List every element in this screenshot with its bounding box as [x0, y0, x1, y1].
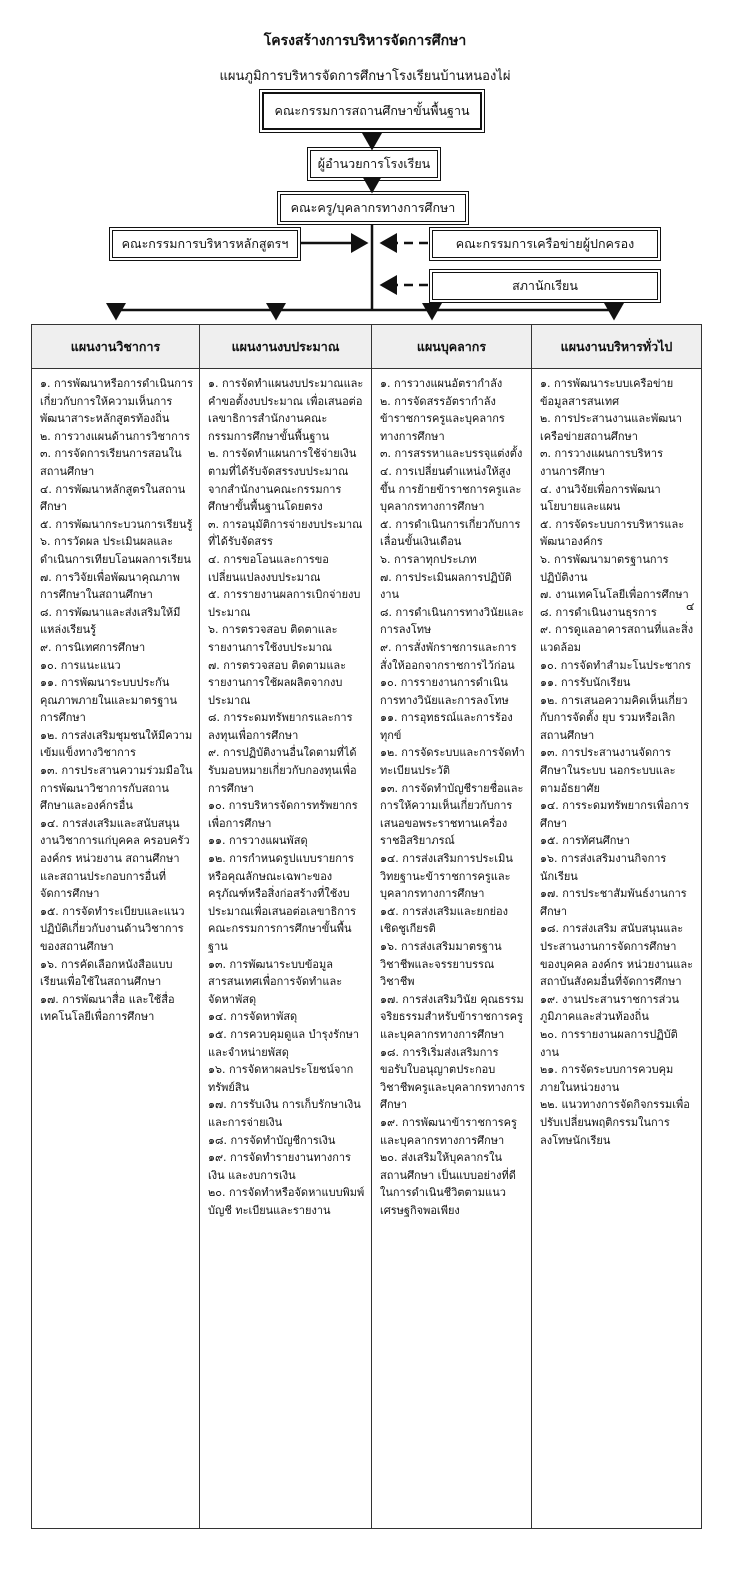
list-item: ๕. การรายงานผลการเบิกจ่ายงบประมาณ: [208, 588, 361, 619]
list-item: ๒. การวางแผนด้านการวิชาการ: [40, 429, 190, 443]
list-item: ๓. การวางแผนการบริหารงานการศึกษา: [540, 447, 664, 478]
student-council-box: สภานักเรียน: [432, 272, 658, 300]
list-item: ๔. งานวิจัยเพื่อการพัฒนานโยบายและแผน: [540, 482, 661, 514]
work-plan-table: [31, 324, 702, 1529]
list-item: ๙. การนิเทศการศึกษา: [40, 640, 146, 654]
list-item: ๑๙. งานประสานราชการส่วนภูมิภาคและส่วนท้องถิ่น: [540, 992, 680, 1024]
list-item: ๑. การพัฒนาหรือการดำเนินการเกี่ยวกับการให้ความเห็นการพัฒนาสาระหลักสูตรท้องถิ่น: [40, 377, 193, 426]
list-item: ๑๔. การส่งเสริมการประเมินวิทยฐานะข้าราชการครูและบุคลากรทางการศึกษา: [380, 852, 513, 901]
list-item: ๑๔. การระดมทรัพยากรเพื่อการศึกษา: [540, 799, 690, 830]
list-item: ๑๕. การส่งเสริมและยกย่องเชิดชูเกียรติ: [380, 904, 509, 936]
list-item: ๕. การพัฒนากระบวนการเรียนรู้: [40, 517, 193, 531]
column-header: แผนงานวิชาการ: [32, 325, 199, 369]
list-item: ๑๘. การริเริ่มส่งเสริมการขอรับใบอนุญาตประกอบวิชาชีพครูและบุคลากรทางการศึกษา: [380, 1045, 525, 1112]
list-item: ๕. การดำเนินการเกี่ยวกับการเลื่อนขั้นเงินเดือน: [380, 517, 521, 549]
list-item: ๑. การวางแผนอัตรากำลัง: [380, 377, 503, 390]
list-item: ๒. การจัดสรรอัตรากำลังข้าราชการครูและบุคลากรทางการศึกษา: [380, 394, 505, 443]
list-item: ๘. การดำเนินการทางวินัยและการลงโทษ: [380, 605, 524, 637]
column-header: แผนงานงบประมาณ: [200, 325, 371, 369]
list-item: ๖. การลาทุกประเภท: [380, 552, 477, 566]
list-item: ๑๖. การส่งเสริมงานกิจการนักเรียน: [540, 852, 667, 883]
column-header: แผนบุคลากร: [372, 325, 531, 369]
list-item: ๑๑. การอุทธรณ์และการร้องทุกข์: [380, 711, 513, 742]
list-item: ๑๘. การจัดทำบัญชีการเงิน: [208, 1133, 336, 1147]
list-item: ๖. การพัฒนามาตรฐานการปฏิบัติงาน: [540, 552, 669, 584]
page-title: โครงสร้างการบริหารจัดการศึกษา: [263, 33, 467, 49]
list-item: ๔. การพัฒนาหลักสูตรในสถานศึกษา: [40, 482, 186, 514]
list-item: ๑. การจัดทำแผนงบประมาณและคำขอตั้งงบประมาณ เพื่อเสนอต่อเลขาธิการสำนักงานคณะกรรมการศึกษาขั้นพื้นฐาน: [208, 377, 364, 443]
list-item: ๑๙. การพัฒนาข้าราชการครูและบุคลากรทางการศึกษา: [380, 1115, 517, 1147]
list-item: ๓. การจัดการเรียนการสอนในสถานศึกษา: [40, 447, 182, 478]
list-item: ๒๐. การรายงานผลการปฏิบัติงาน: [540, 1027, 678, 1059]
list-item: ๑๑. การรับนักเรียน: [540, 676, 631, 690]
list-item: ๑๘. การส่งเสริม สนับสนุนและประสานงานการจัดการศึกษา ของบุคคล องค์กร หน่วยงานและสถาบันสังคมอื่นที่จัดการศึกษา: [540, 922, 694, 989]
list-item: ๑๒. การเสนอความคิดเห็นเกี่ยวกับการจัดตั้ง ยุบ รวมหรือเลิกสถานศึกษา: [540, 693, 688, 742]
personnel-column: [372, 325, 532, 1528]
list-item: ๑๖. การจัดหาผลประโยชน์จากทรัพย์สิน: [208, 1063, 354, 1094]
list-item: ๔. การเปลี่ยนตำแหน่งให้สูงขึ้น การย้ายข้าราชการครูและบุคลากรทางการศึกษา: [380, 464, 522, 514]
list-item: ๒๐. การจัดทำหรือจัดหาแบบพิมพ์บัญชี ทะเบียนและรายงาน: [208, 1186, 365, 1217]
list-item: ๕. การจัดระบบการบริหารและพัฒนาองค์กร: [540, 517, 685, 549]
list-item: ๖. การวัดผล ประเมินผลและดำเนินการเทียบโอนผลการเรียน: [40, 535, 191, 566]
list-item: ๒. การประสานงานและพัฒนาเครือข่ายสถานศึกษา: [540, 412, 682, 443]
budget-column: [200, 325, 372, 1528]
column-items: [532, 369, 701, 1149]
list-item: ๙. การปฏิบัติงานอื่นใดตามที่ได้รับมอบหมายเกี่ยวกับกองทุนเพื่อการศึกษา: [208, 746, 357, 795]
list-item: ๑๓. การประสานงานจัดการศึกษาในระบบ นอกระบบและตามอัธยาศัย: [540, 746, 676, 795]
list-item: ๗. งานเทคโนโลยีเพื่อการศึกษา: [540, 588, 689, 602]
list-item: ๑๗. การพัฒนาสื่อ และใช้สื่อเทคโนโลยีเพื่อการศึกษา: [40, 992, 175, 1024]
list-item: ๑๖. การส่งเสริมมาตรฐานวิชาชีพและจรรยาบรรณวิชาชีพ: [380, 940, 502, 989]
column-items: [372, 369, 531, 1220]
list-item: ๑๗. การส่งเสริมวินัย คุณธรรมจริยธรรมสำหรับข้าราชการครูและบุคลากรทางการศึกษา: [380, 992, 524, 1041]
list-item: ๑๓. การพัฒนาระบบข้อมูลสารสนเทศเพื่อการจัดทำและจัดหาพัสดุ: [208, 957, 343, 1006]
list-item: ๖. การตรวจสอบ ติดตาและรายงานการใช้งบประมาณ: [208, 623, 338, 654]
list-item: ๑๑. การวางแผนพัสดุ: [208, 834, 308, 848]
list-item: ๑๗. การรับเงิน การเก็บรักษาเงิน และการจ่ายเงิน: [208, 1098, 361, 1129]
list-item: ๑๕. การควบคุมดูแล บำรุงรักษาและจำหน่ายพัสดุ: [208, 1027, 360, 1059]
list-item: ๙. การดูแลอาคารสถานที่และสิ่งแวดล้อม: [540, 623, 694, 654]
list-item: ๗. การตรวจสอบ ติดตามและรายงานการใช้ผลผลิตจากงบประมาณ: [208, 658, 347, 707]
list-item: ๑๑. การพัฒนาระบบประกันคุณภาพภายในและมาตรฐานการศึกษา: [40, 676, 177, 725]
list-item: ๑๐. การแนะแนว: [40, 658, 121, 672]
list-item: ๓. การอนุมัติการจ่ายงบประมาณที่ได้รับจัดสรร: [208, 517, 363, 549]
list-item: ๘. การระดมทรัพยากรและการลงทุนเพื่อการศึกษา: [208, 711, 353, 742]
list-item: ๘. การพัฒนาและส่งเสริมให้มีแหล่งเรียนรู้: [40, 605, 181, 637]
list-item: ๑๒. การกำหนดรูปแบบรายการ หรือคุณลักษณะเฉพาะของครุภัณฑ์หรือสิ่งก่อสร้างที่ใช้งบประมาณเพื่อเสนอต่อเลขาธิการคณะกรรมการการศึกษาขั้นพื้นฐาน: [208, 852, 357, 953]
list-item: ๑๓. การจัดทำบัญชีรายชื่อและการให้ความเห็นเกี่ยวกับการเสนอขอพระราชทานเครื่องราชอิสริยาภรณ์: [380, 781, 524, 848]
list-item: ๑๐. การรายงานการดำเนินการทางวินัยและการลงโทษ: [380, 676, 509, 707]
list-item: ๑. การพัฒนาระบบเครือข่ายข้อมูลสารสนเทศ: [540, 377, 674, 408]
column-items: [32, 369, 199, 1026]
list-item: ๑๕. การทัศนศึกษา: [540, 834, 630, 848]
list-item: ๔. การขอโอนและการขอเปลี่ยนแปลงงบประมาณ: [208, 552, 329, 584]
general-admin-column: [532, 325, 701, 1528]
list-item: ๒๒. แนวทางการจัดกิจกรรมเพื่อปรับเปลี่ยนพฤติกรรมในการลงโทษนักเรียน: [540, 1098, 690, 1147]
staff-box: คณะครู/บุคลากรทางการศึกษา: [280, 194, 466, 222]
board-box: คณะกรรมการสถานศึกษาขั้นพื้นฐาน: [262, 92, 482, 130]
list-item: ๑๗. การประชาสัมพันธ์งานการศึกษา: [540, 887, 687, 918]
column-items: [200, 369, 371, 1220]
list-item: ๑๐. การบริหารจัดการทรัพยากรเพื่อการศึกษา: [208, 799, 358, 830]
list-item: ๑๐. การจัดทำสำมะโนประชากร: [540, 658, 691, 672]
list-item: ๒๐. ส่งเสริมให้บุคลากรในสถานศึกษา เป็นแบบอย่างที่ดีในการดำเนินชีวิตตามแนวเศรษฐกิจพอเพียง: [380, 1151, 516, 1217]
column-header: แผนงานบริหารทั่วไป: [532, 325, 701, 369]
list-item: ๘. การดำเนินงานธุรการ: [540, 605, 657, 619]
list-item: ๓. การสรรหาและบรรจุแต่งตั้ง: [380, 447, 523, 461]
chart-subtitle: แผนภูมิการบริหารจัดการศึกษาโรงเรียนบ้านหนองไผ่: [219, 69, 511, 84]
director-box: ผู้อำนวยการโรงเรียน: [310, 150, 438, 178]
list-item: ๒๑. การจัดระบบการควบคุมภายในหน่วยงาน: [540, 1063, 674, 1094]
list-item: ๒. การจัดทำแผนการใช้จ่ายเงิน ตามที่ได้รับจัดสรรงบประมาณจากสำนักงานคณะกรรมการศึกษาขั้นพื้นฐานโดยตรง: [208, 447, 357, 514]
list-item: ๗. การวิจัยเพื่อพัฒนาคุณภาพการศึกษาในสถานศึกษา: [40, 570, 180, 602]
list-item: ๑๓. การประสานความร่วมมือในการพัฒนาวิชาการกับสถานศึกษาและองค์กรอื่น: [40, 764, 193, 813]
list-item: ๑๔. การจัดหาพัสดุ: [208, 1010, 298, 1024]
list-item: ๗. การประเมินผลการปฏิบัติงาน: [380, 570, 512, 602]
page-number: ๔: [686, 600, 695, 613]
curriculum-committee-box: คณะกรรมการบริหารหลักสูตรฯ: [112, 230, 298, 258]
list-item: ๑๙. การจัดทำรายงานทางการเงิน และงบการเงิน: [208, 1151, 351, 1182]
list-item: ๙. การสั่งพักราชการและการสั่งให้ออกจากราชการไว้ก่อน: [380, 640, 517, 672]
list-item: ๑๒. การส่งเสริมชุมชนให้มีความเข้มแข็งทางวิชาการ: [40, 728, 193, 760]
list-item: ๑๖. การคัดเลือกหนังสือแบบเรียนเพื่อใช้ในสถานศึกษา: [40, 957, 173, 989]
list-item: ๑๕. การจัดทำระเบียบและแนวปฏิบัติเกี่ยวกับงานด้านวิชาการของสถานศึกษา: [40, 904, 185, 953]
parent-network-box: คณะกรรมการเครือข่ายผู้ปกครอง: [432, 230, 658, 258]
academic-column: [32, 325, 200, 1528]
list-item: ๑๒. การจัดระบบและการจัดทำทะเบียนประวัติ: [380, 746, 525, 778]
list-item: ๑๔. การส่งเสริมและสนับสนุนงานวิชาการแก่บุคคล ครอบครัว องค์กร หน่วยงาน สถานศึกษาและสถานประกอบการอื่นที่จัดการศึกษา: [40, 816, 190, 901]
